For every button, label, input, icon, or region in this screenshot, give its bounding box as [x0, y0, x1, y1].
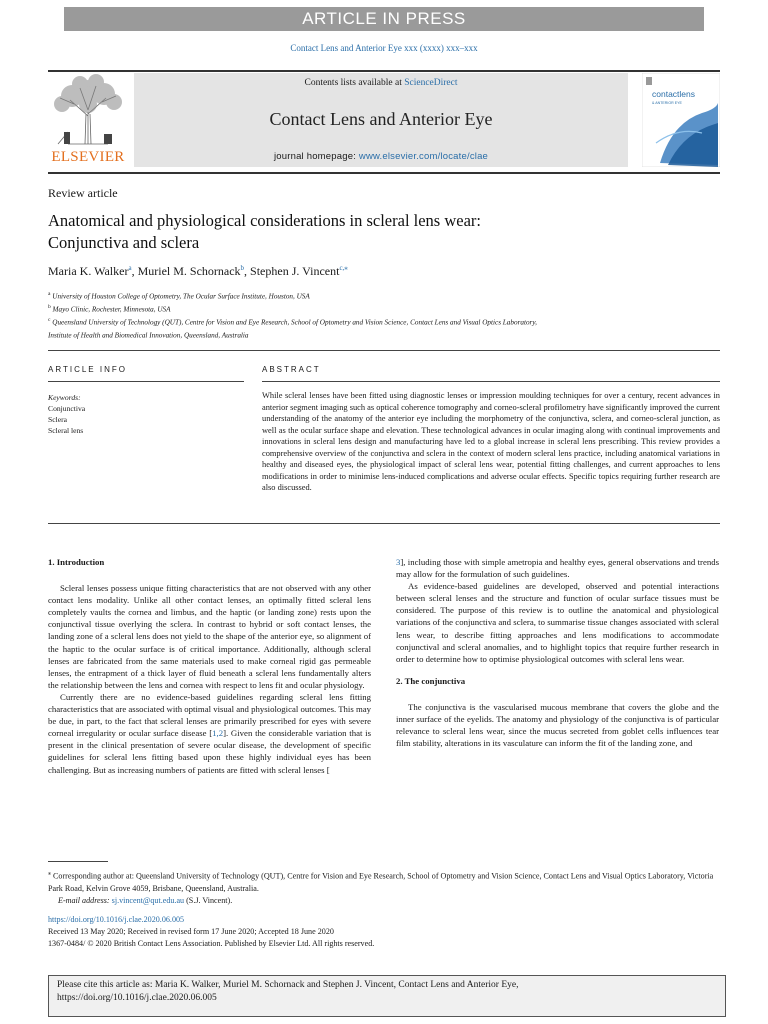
article-info-rule: [48, 381, 244, 382]
journal-homepage-link[interactable]: www.elsevier.com/locate/clae: [358, 151, 489, 162]
contents-line: [134, 78, 628, 88]
email-suffix: (S.J. Vincent).: [184, 895, 233, 905]
affiliation-mark[interactable]: a: [128, 264, 132, 272]
reference-link[interactable]: 1,2: [212, 728, 224, 739]
article-in-press-banner: ARTICLE IN PRESS: [64, 7, 704, 31]
affiliation-mark: a: [48, 291, 51, 297]
footnote-rule: [48, 861, 108, 862]
cover-subtitle: & ANTERIOR EYE: [652, 101, 682, 105]
author-separator: ,: [131, 264, 138, 278]
affiliation-mark[interactable]: c,⁎: [339, 264, 348, 272]
abstract-heading: ABSTRACT: [262, 365, 321, 374]
cover-title: contactlens: [652, 89, 695, 99]
elsevier-logo: [48, 74, 128, 166]
affiliation-text: Institute of Health and Biomedical Innovation, Queensland, Australia: [48, 331, 249, 340]
conjunctiva-paragraph-1: The conjunctiva is the vascularised mucous membrane that covers the globe and the inner surface of the eyelids. The anatomy and physiology of the conjunctiva is of particular relevance to scleral lens wear, since the mucus secreted from goblet cells influences tear film stability, alterations in its vasculature can inform the fit of the landing zone, and: [396, 701, 719, 749]
affiliation-mark: c: [48, 316, 51, 323]
copyright-line: 1367-0484/ © 2020 British Contact Lens Association. Published by Elsevier Ltd. All rights reserved.: [48, 939, 375, 949]
affiliation-item: [48, 302, 728, 315]
body-column-left: [48, 556, 371, 776]
masthead-bottom-rule: [48, 172, 720, 174]
keywords-list: [48, 392, 85, 436]
journal-cover-thumbnail: [642, 73, 720, 167]
section-divider: [48, 350, 720, 351]
affiliation-mark[interactable]: b: [240, 264, 245, 272]
sciencedirect-link[interactable]: ScienceDirect: [404, 78, 458, 88]
cite-line-2[interactable]: https://doi.org/10.1016/j.clae.2020.06.005: [57, 993, 217, 1004]
keyword-item[interactable]: Sclera: [48, 415, 67, 424]
elsevier-tree-icon: [48, 74, 128, 146]
author-name[interactable]: Stephen J. Vincent: [250, 264, 340, 278]
abstract-text: While scleral lenses have been fitted using diagnostic lenses or impression moulding techniques for over a century, recent advances in anterior segment imaging such as optical coherence tomography and corneo-scleral profilometry have significantly improved the current understanding of the anatomy of the anterior eye including the morphometry of the conjunctiva, sclera, and corneo-scleral junction, as well as the ocular surface shape and elevation. These technological advances in ocular imaging along with continual improvements and innovations in scleral lens design and manufacturing have led to a global increase in scleral lens prescribing. This review provides a comprehensive overview of the conjunctiva and sclera in the context of modern scleral lens practice, including anatomical variations in healthy and diseased eyes, the physiological impact of scleral lens wear, potential fitting challenges, and current approaches to lens modifications in order to minimise lens-induced complications and adverse ocular effects. Specific topics requiring further research are also discussed.: [262, 391, 720, 492]
affiliation-item: [48, 289, 728, 302]
journal-masthead: [134, 73, 628, 167]
email-link[interactable]: sj.vincent@qut.edu.au: [111, 895, 185, 905]
journal-name: Contact Lens and Anterior Eye: [269, 109, 493, 129]
keyword-item[interactable]: Scleral lens: [48, 426, 84, 435]
affiliation-text: Queensland University of Technology (QUT), Centre for Vision and Eye Research, School of Optometry and Vision Science, Contact Lens and Visual Optics Laboratory,: [52, 318, 537, 327]
intro-p2-text-a: Currently there are no evidence-based guidelines regarding scleral lens fitting characteristics that are associated with optimal visual and physiological outcomes. This may be due, in part, to the fact that scleral lenses are primarily prescribed for eyes with severe corneal irregularity or ocular surface disease [: [48, 691, 372, 739]
intro-p2-text-c: ], including those with simple ametropia and healthy eyes, general observations and trends may allow for the formulation of such guidelines.: [396, 557, 719, 580]
cite-line-1: Please cite this article as: Maria K. Walker, Muriel M. Schornack and Stephen J. Vincent, Contact Lens and Anterior Eye,: [57, 980, 519, 990]
affiliation-text: Mayo Clinic, Rochester, Minnesota, USA: [52, 305, 171, 314]
publication-info: [48, 914, 720, 951]
affiliation-item: [48, 328, 728, 341]
intro-paragraph-3: As evidence-based guidelines are developed, observed and potential interactions between scleral lenses and the structure and function of ocular surface tissues must be considered. The purpose of this review is to outline the anatomical and physiological variations of the conjunctiva and sclera, to summarise tissue changes associated with scleral lens wear, to describe fitting approaches and lens modifications to accommodate conjunctival and scleral anomalies, and to highlight topics that require further research in order to determine how to optimise physiological outcomes with scleral lens wear.: [396, 581, 719, 664]
homepage-line: [134, 151, 628, 162]
section-heading-introduction: 1. Introduction: [48, 557, 105, 567]
corresponding-text: Corresponding author at: Queensland University of Technology (QUT), Centre for Vision and Eye Research, School of Optometry and Vision Science, Contact Lens and Visual Optics Laboratory, Victoria Park Road, Kelvin Grove 4059, Brisbane, Queensland, Australia.: [48, 871, 714, 893]
section-heading-conjunctiva: 2. The conjunctiva: [396, 675, 466, 686]
masthead-top-rule: [48, 70, 720, 72]
article-info-heading: ARTICLE INFO: [48, 365, 127, 374]
article-title-line-1: Anatomical and physiological considerations in scleral lens wear:: [48, 211, 481, 230]
homepage-prefix: journal homepage:: [273, 151, 359, 162]
article-type: Review article: [48, 186, 118, 200]
email-label: E-mail address:: [58, 895, 110, 905]
article-title-line-2: Conjunctiva and sclera: [48, 233, 200, 252]
intro-paragraph-1: Scleral lenses possess unique fitting characteristics that are not observed with any other contact lens modality. Unlike all other contact lenses, an optimally fitted scleral lens completely vaults the cornea and limbus, and the haptic (or landing zone) rests upon the conjunctival tissue overlying the sclera. In contrast to hybrid or soft contact lenses, the landing zone of a scleral lens does not yield to the shape of the anterior eye, so alignment of the haptic to the ocular surface is of critical importance. Additionally, although scleral lenses are fabricated from the same materials used to make corneal rigid gas permeable lenses, the entrapment of a thick layer of fluid beneath a scleral lens fundamentally alters the relationship between the lens and cornea with respect to lens fit and ocular physiology.: [48, 583, 371, 690]
abstract-rule: [262, 381, 720, 382]
cite-this-article-box: [48, 975, 726, 1017]
journal-cover-image: [642, 73, 720, 167]
doi-link[interactable]: https://doi.org/10.1016/j.clae.2020.06.005: [48, 915, 185, 924]
affiliation-item: [48, 315, 728, 328]
intro-paragraph-2: [48, 691, 371, 776]
elsevier-wordmark: ELSEVIER: [51, 149, 125, 165]
author-list: [48, 264, 728, 279]
keywords-label: Keywords:: [48, 393, 81, 402]
footnote-star: ⁎: [48, 871, 51, 877]
intro-paragraph-2-continued: [396, 556, 719, 580]
intro-p2-text-b: ]. Given the considerable variation that is present in the clinical presentation of severe ocular disease, the development of specific guidelines for scleral lens fitting based upon these highly individual eyes has been challenging. But as increasing numbers of patients are fitted with scleral lenses [: [48, 728, 371, 775]
corresponding-author-footnote: [48, 868, 720, 907]
affiliation-mark: b: [48, 303, 51, 310]
author-name[interactable]: Muriel M. Schornack: [137, 264, 241, 278]
affiliations: [48, 289, 728, 341]
keyword-item[interactable]: Conjunctiva: [48, 404, 86, 413]
body-column-right: [396, 556, 719, 749]
author-name[interactable]: Maria K. Walker: [48, 264, 129, 278]
reference-link[interactable]: 3: [396, 557, 401, 567]
article-title: [48, 210, 728, 254]
author-separator: ,: [244, 264, 251, 278]
contents-prefix: Contents lists available at: [304, 78, 405, 88]
affiliation-text: University of Houston College of Optometry, The Ocular Surface Institute, Houston, USA: [52, 292, 310, 301]
journal-citation-line[interactable]: Contact Lens and Anterior Eye xxx (xxxx) xxx–xxx: [290, 43, 478, 53]
received-dates: Received 13 May 2020; Received in revised form 17 June 2020; Accepted 18 June 2020: [48, 927, 334, 937]
abstract-bottom-rule: [48, 523, 720, 524]
